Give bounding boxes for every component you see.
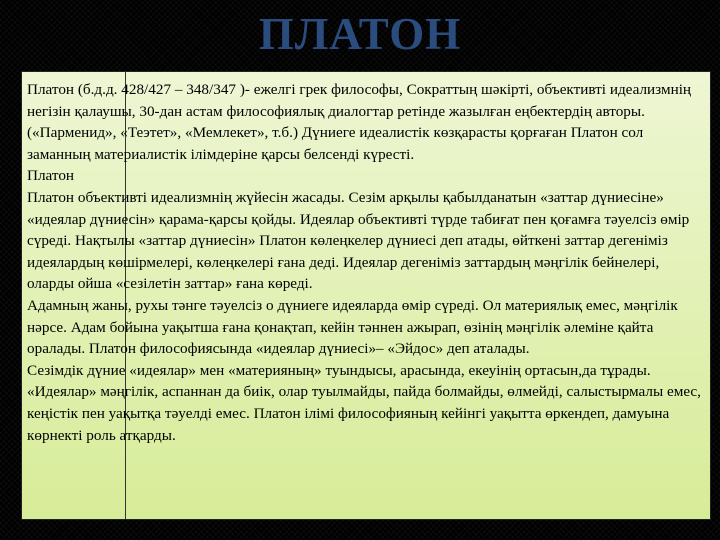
slide-title: ПЛАТОН: [258, 9, 462, 59]
content-box: [21, 71, 711, 520]
paragraph-ideas: Платон объективті идеализмнің жүйесін жасады. Сезім арқылы қабылданатын «заттар дүниесіне» «идеялар дүниесін» қарама-қарсы қойды. Идеялар объективті түрде табиғат пен қоғамға тәуелсіз өмір сүреді. Нақтылы «заттар дүниесін» Платон көлеңкелер дүниесі деп атады, өйткені заттар дегеніміз идеялардың көшірмелері, көлеңкелері ғана деді. Идеялар дегеніміз заттардың мәңгілік бейнелері, оларды ойша «сезілетін заттар» ғана көреді.: [27, 188, 690, 293]
paragraph-sensory-world: Сезімдік дүние «идеялар» мен «материяның» туындысы, арасында, екеуінің ортасын,да тұрады. «Идеялар» мәңгілік, аспаннан да биік, олар туылмайды, пайда болмайды, өлмейді, салыстырмалы емес, кеңістік пен уақытқа тәуелді емес. Платон ілімі философияның кейінгі уақытта өркендеп, дамуына көрнекті роль атқарды.: [27, 361, 701, 444]
paragraph-intro: Платон (б.д.д. 428/427 – 348/347 )- ежелгі грек философы, Сократтың шәкірті, объективті идеализмнің негізін қалаушы, 30-дан астам философиялық диалогтар ретінде жазылған еңбектердің авторы. («Парменид», «Теэтет», «Мемлекет», т.б.) Дүниеге идеалистік көзқарасты қорғаған Платон сол заманның материалистік ілімдеріне қарсы белсенді күресті.: [27, 81, 692, 163]
paragraph-soul: Адамның жаны, рухы тәнге тәуелсіз о дүниеге идеяларда өмір сүреді. Ол материялық емес, мәңгілік нәрсе. Адам бойына уақытша ғана қонақтап, кейін тәннен ажырап, өзінің мәңгілік әлеміне қайта оралады. Платон философиясында «идеялар дүниесі»– «Эйдос» деп аталады.: [27, 296, 678, 358]
paragraph-subheading: Платон: [27, 167, 75, 185]
